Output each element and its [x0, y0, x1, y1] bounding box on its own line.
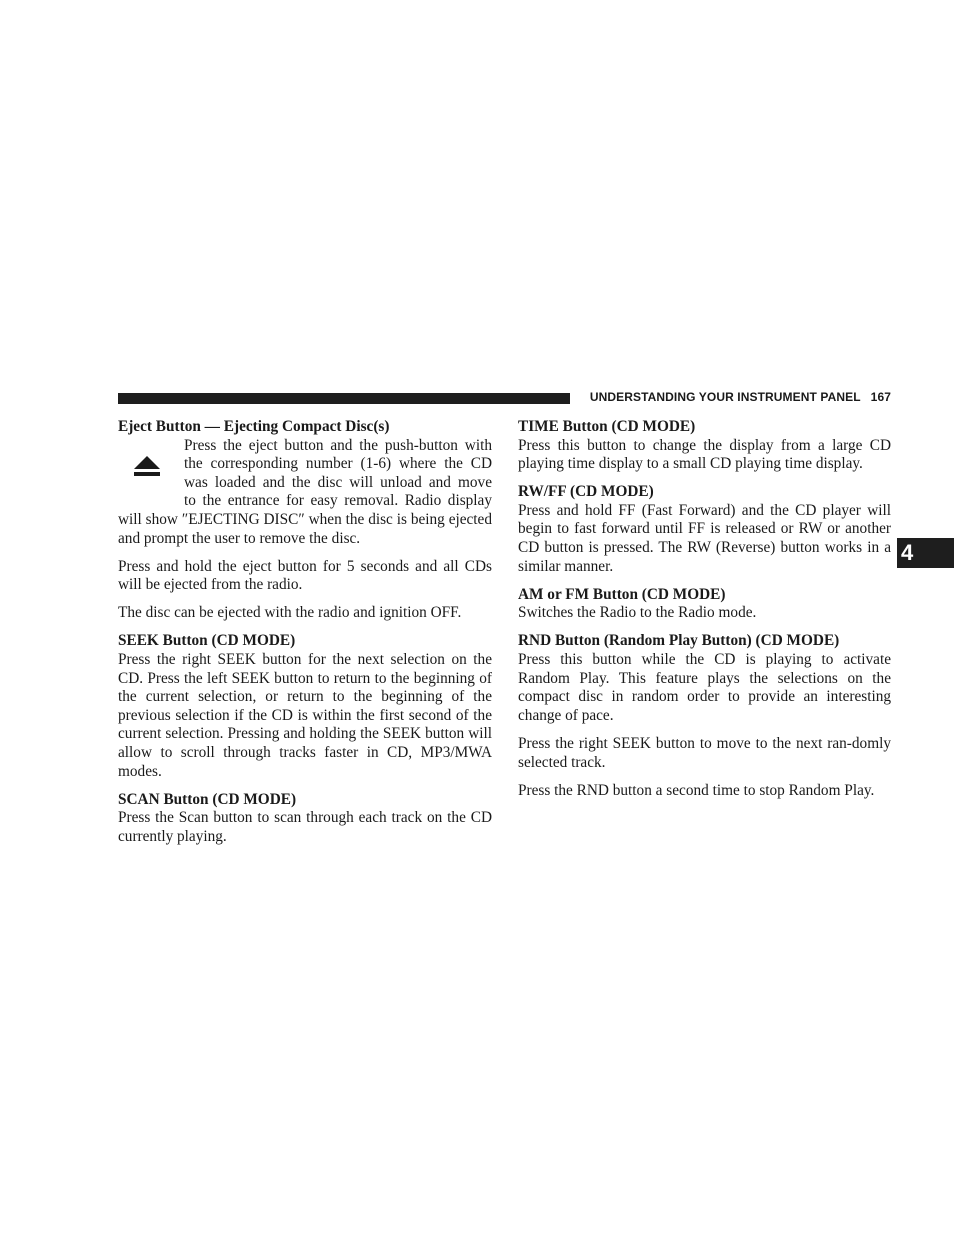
eject-intro-rest: will show ″EJECTING DISC″ when the disc is being ejected and prompt the user to remove the disc.	[118, 510, 492, 547]
amfm-heading: AM or FM Button (CD MODE)	[518, 585, 726, 603]
seek-heading: SEEK Button (CD MODE)	[118, 632, 296, 650]
header-rule	[118, 393, 570, 404]
eject-paragraph-3: The disc can be ejected with the radio and ignition OFF.	[118, 604, 462, 622]
time-heading: TIME Button (CD MODE)	[518, 418, 696, 435]
rnd-paragraph-2: Press the right SEEK button to move to the next ran-domly selected track.	[518, 734, 891, 771]
section-title: UNDERSTANDING YOUR INSTRUMENT PANEL	[589, 390, 861, 404]
rnd-paragraph-3: Press the RND button a second time to stop Random Play.	[518, 781, 875, 799]
eject-intro-line-2: the corresponding number (1-6) where the CD	[184, 455, 492, 473]
left-column	[118, 418, 492, 856]
eject-icon	[132, 455, 162, 479]
seek-body: Press the right SEEK button for the next selection on the CD. Press the left SEEK button to return to the beginning of the current selection, or return to the beginning of the previous selection if the CD is within the first second of the current selection. Pressing and holding the SEEK button will allow to scroll through tracks faster in CD, MP3/MWA modes.	[118, 651, 492, 780]
time-body: Press this button to change the display from a large CD playing time display to a small CD playing time display.	[518, 436, 891, 473]
right-column	[518, 418, 891, 810]
chapter-tab: 4	[897, 538, 954, 568]
eject-intro-line-4: to the entrance for easy removal. Radio display	[184, 492, 492, 510]
rwff-heading: RW/FF (CD MODE)	[518, 483, 654, 501]
scan-heading: SCAN Button (CD MODE)	[118, 790, 297, 808]
eject-heading: Eject Button — Ejecting Compact Disc(s)	[118, 418, 390, 435]
amfm-body: Switches the Radio to the Radio mode.	[518, 604, 757, 622]
rnd-heading: RND Button (Random Play Button) (CD MODE)	[518, 632, 840, 650]
eject-intro-line-1: Press the eject button and the push-button with	[184, 436, 492, 454]
eject-intro-line-3: was loaded and the disc will unload and move	[184, 473, 492, 491]
rwff-body: Press and hold FF (Fast Forward) and the CD player will begin to fast forward until FF is released or RW or another CD button is pressed. The RW (Reverse) button works in a similar manner.	[518, 501, 891, 575]
rnd-body: Press this button while the CD is playing to activate Random Play. This feature plays the selections on the compact disc in random order to provide an interesting change of pace.	[518, 651, 891, 724]
eject-section	[118, 437, 492, 549]
running-header	[580, 390, 891, 404]
page-number: 167	[870, 390, 891, 404]
scan-body: Press the Scan button to scan through each track on the CD currently playing.	[118, 809, 492, 845]
eject-paragraph-2: Press and hold the eject button for 5 seconds and all CDs will be ejected from the radio.	[118, 557, 492, 594]
